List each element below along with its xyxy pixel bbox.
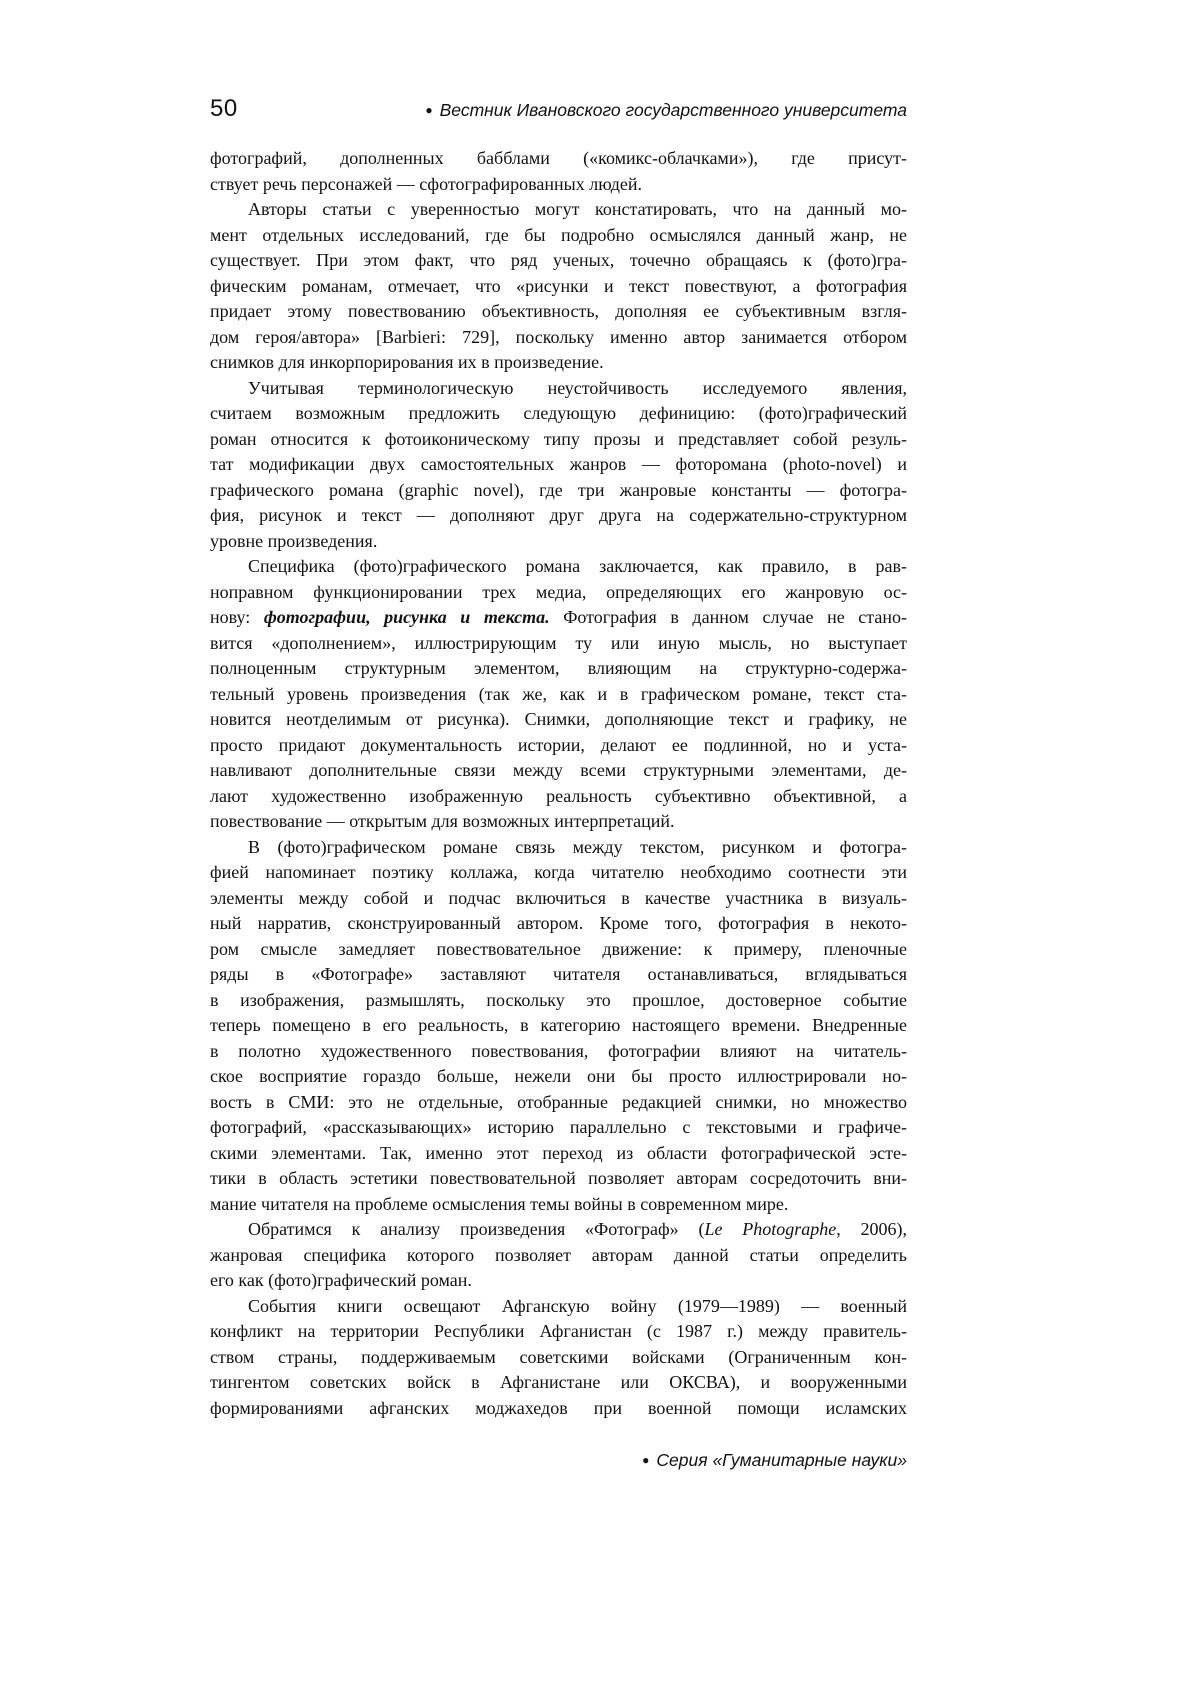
text-line	[210, 299, 907, 325]
text-run: ствует речь персонажей — сфотографированных людей.	[210, 173, 643, 194]
text-line	[210, 758, 907, 784]
running-head-text: Вестник Ивановского государственного университета	[439, 100, 907, 120]
text-line	[210, 1166, 907, 1192]
text-run: конфликт на территории Республики Афганистан (с 1987 г.) между правитель-	[210, 1321, 907, 1341]
text-line	[210, 529, 907, 555]
text-run: роман относится к фотоиконическому типу прозы и представляет собой резуль-	[210, 428, 907, 449]
text-run: фотографий, дополненных бабблами («комикс-облачками»), где присут-	[210, 148, 907, 168]
text-line	[210, 605, 907, 631]
text-run: скими элементами. Так, именно этот переход из области фотографической эсте-	[210, 1142, 907, 1163]
text-line	[210, 962, 907, 988]
page-footer	[642, 1450, 907, 1471]
text-run: ряды в «Фотографе» заставляют читателя останавливаться, вглядываться	[210, 964, 907, 984]
text-line	[210, 1013, 907, 1039]
text-run: теперь помещено в его реальность, в категорию настоящего времени. Внедренные	[210, 1015, 907, 1035]
paragraph	[210, 376, 907, 555]
paragraph	[210, 197, 907, 376]
text-run: придает этому повествованию объективность, дополняя ее субъективным взгля-	[210, 301, 907, 321]
bullet-icon: ●	[425, 103, 433, 117]
text-run: Авторы статьи с уверенностью могут констатировать, что на данный мо-	[248, 199, 907, 219]
text-line	[210, 1294, 907, 1320]
text-line	[210, 1141, 907, 1167]
text-run: формированиями афганских моджахедов при военной помощи исламских	[210, 1397, 907, 1418]
article-body	[210, 146, 907, 1421]
text-run: в полотно художественного повествования, фотографии влияют на читатель-	[210, 1040, 907, 1061]
text-line	[210, 274, 907, 300]
page-number: 50	[210, 95, 238, 122]
text-line	[210, 478, 907, 504]
text-run: ный нарратив, сконструированный автором. Кроме того, фотография в некото-	[210, 913, 907, 933]
paragraph	[210, 146, 907, 197]
text-run: повествование — открытым для возможных интерпретаций.	[210, 811, 675, 831]
text-run: лают художественно изображенную реальность субъективно объективной, а	[210, 785, 907, 806]
text-line	[210, 733, 907, 759]
text-run: ноправном функционировании трех медиа, определяющих его жанровую ос-	[210, 581, 907, 602]
text-line	[210, 784, 907, 810]
text-line	[210, 580, 907, 606]
text-line	[210, 656, 907, 682]
text-run: тики в область эстетики повествовательной позволяет авторам сосредоточить вни-	[210, 1168, 907, 1188]
text-run: События книги освещают Афганскую войну (1979—1989) — военный	[248, 1295, 907, 1316]
text-run: вится «дополнением», иллюстрирующим ту или иную мысль, но выступает	[210, 632, 907, 653]
text-run: снимков для инкорпорирования их в произведение.	[210, 352, 604, 372]
footer-text: Серия «Гуманитарные науки»	[656, 1450, 907, 1470]
text-run: в изображения, размышлять, поскольку это прошлое, достоверное событие	[210, 989, 907, 1010]
text-run: ром смысле замедляет повествовательное движение: к примеру, пленочные	[210, 938, 907, 959]
text-line	[210, 809, 907, 835]
text-line	[210, 350, 907, 376]
paragraph	[210, 835, 907, 1218]
page-header	[210, 95, 907, 123]
text-run: тат модификации двух самостоятельных жанров — фоторомана (photo-novel) и	[210, 454, 907, 474]
text-run: дом героя/автора» [Barbieri: 729], поскольку именно автор занимается отбором	[210, 326, 907, 347]
paragraph	[210, 1217, 907, 1294]
text-line	[210, 1192, 907, 1218]
text-run: мент отдельных исследований, где бы подробно осмыслялся данный жанр, не	[210, 224, 907, 245]
text-run: тингентом советских войск в Афганистане или ОКСВА), и вооруженными	[210, 1372, 907, 1392]
text-run: навливают дополнительные связи между всеми структурными элементами, де-	[210, 760, 907, 780]
text-line	[210, 197, 907, 223]
text-run: ством страны, поддерживаемым советскими войсками (Ограниченным кон-	[210, 1346, 907, 1367]
text-line	[210, 1090, 907, 1116]
paragraph	[210, 554, 907, 835]
text-run: В (фото)графическом романе связь между текстом, рисунком и фотогра-	[248, 836, 907, 857]
text-run: , 2006),	[836, 1219, 908, 1239]
text-line	[210, 427, 907, 453]
text-run: Фотография в данном случае не стано-	[549, 607, 907, 627]
text-line	[210, 1370, 907, 1396]
text-run: фическим романам, отмечает, что «рисунки и текст повествуют, а фотография	[210, 275, 907, 296]
text-run: новится неотделимым от рисунка). Снимки, дополняющие текст и графику, не	[210, 709, 907, 729]
text-run: уровне произведения.	[210, 530, 378, 551]
text-run: Специфика (фото)графического романа заключается, как правило, в рав-	[248, 556, 907, 576]
text-line	[210, 1217, 907, 1243]
text-line	[210, 835, 907, 861]
emphasis-run: Le Photographe	[704, 1219, 837, 1239]
text-line	[210, 1268, 907, 1294]
text-run: фией напоминает поэтику коллажа, когда читателю необходимо соотнести эти	[210, 862, 907, 882]
text-run: считаем возможным предложить следующую дефиницию: (фото)графический	[210, 403, 907, 423]
text-run: существует. При этом факт, что ряд ученых, точечно обращаясь к (фото)гра-	[210, 250, 907, 270]
text-line	[210, 1396, 907, 1422]
text-line	[210, 401, 907, 427]
text-line	[210, 707, 907, 733]
text-line	[210, 172, 907, 198]
text-run: ское восприятие гораздо больше, нежели они бы просто иллюстрировали но-	[210, 1066, 907, 1086]
bullet-icon: ●	[642, 1453, 650, 1467]
text-run: фия, рисунок и текст — дополняют друг друга на содержательно-структурном	[210, 505, 907, 525]
text-run: графического романа (graphic novel), где три жанровые константы — фотогра-	[210, 479, 907, 500]
text-run: его как (фото)графический роман.	[210, 1270, 472, 1290]
text-line	[210, 223, 907, 249]
text-line	[210, 682, 907, 708]
emphasis-run: фотографии, рисунка и текста.	[263, 607, 550, 627]
text-line	[210, 911, 907, 937]
text-run: фотографий, «рассказывающих» историю параллельно с текстовыми и графиче-	[210, 1117, 907, 1137]
text-run: нову:	[210, 607, 264, 627]
text-line	[210, 376, 907, 402]
running-head	[425, 100, 907, 121]
text-run: жанровая специфика которого позволяет авторам данной статьи определить	[210, 1244, 907, 1265]
text-line	[210, 1319, 907, 1345]
text-line	[210, 937, 907, 963]
text-run: тельный уровень произведения (так же, как и в графическом романе, текст ста-	[210, 683, 907, 704]
text-line	[210, 503, 907, 529]
text-line	[210, 325, 907, 351]
paragraph	[210, 1294, 907, 1422]
text-run: элементы между собой и подчас включиться в качестве участника в визуаль-	[210, 887, 907, 908]
text-run: мание читателя на проблеме осмысления темы войны в современном мире.	[210, 1193, 789, 1214]
text-line	[210, 554, 907, 580]
text-line	[210, 1115, 907, 1141]
text-run: Обратимся к анализу произведения «Фотограф» (	[248, 1219, 705, 1239]
text-line	[210, 1345, 907, 1371]
text-run: вость в СМИ: это не отдельные, отобранные редакцией снимки, но множество	[210, 1091, 907, 1112]
text-run: просто придают документальность истории, делают ее подлинной, но и уста-	[210, 734, 907, 755]
text-line	[210, 631, 907, 657]
text-line	[210, 146, 907, 172]
text-line	[210, 1064, 907, 1090]
text-line	[210, 860, 907, 886]
text-line	[210, 988, 907, 1014]
text-run: полноценным структурным элементом, влияющим на структурно-содержа-	[210, 658, 907, 678]
text-run: Учитывая терминологическую неустойчивость исследуемого явления,	[248, 377, 907, 398]
text-line	[210, 1039, 907, 1065]
text-line	[210, 248, 907, 274]
text-line	[210, 1243, 907, 1269]
text-line	[210, 886, 907, 912]
text-line	[210, 452, 907, 478]
